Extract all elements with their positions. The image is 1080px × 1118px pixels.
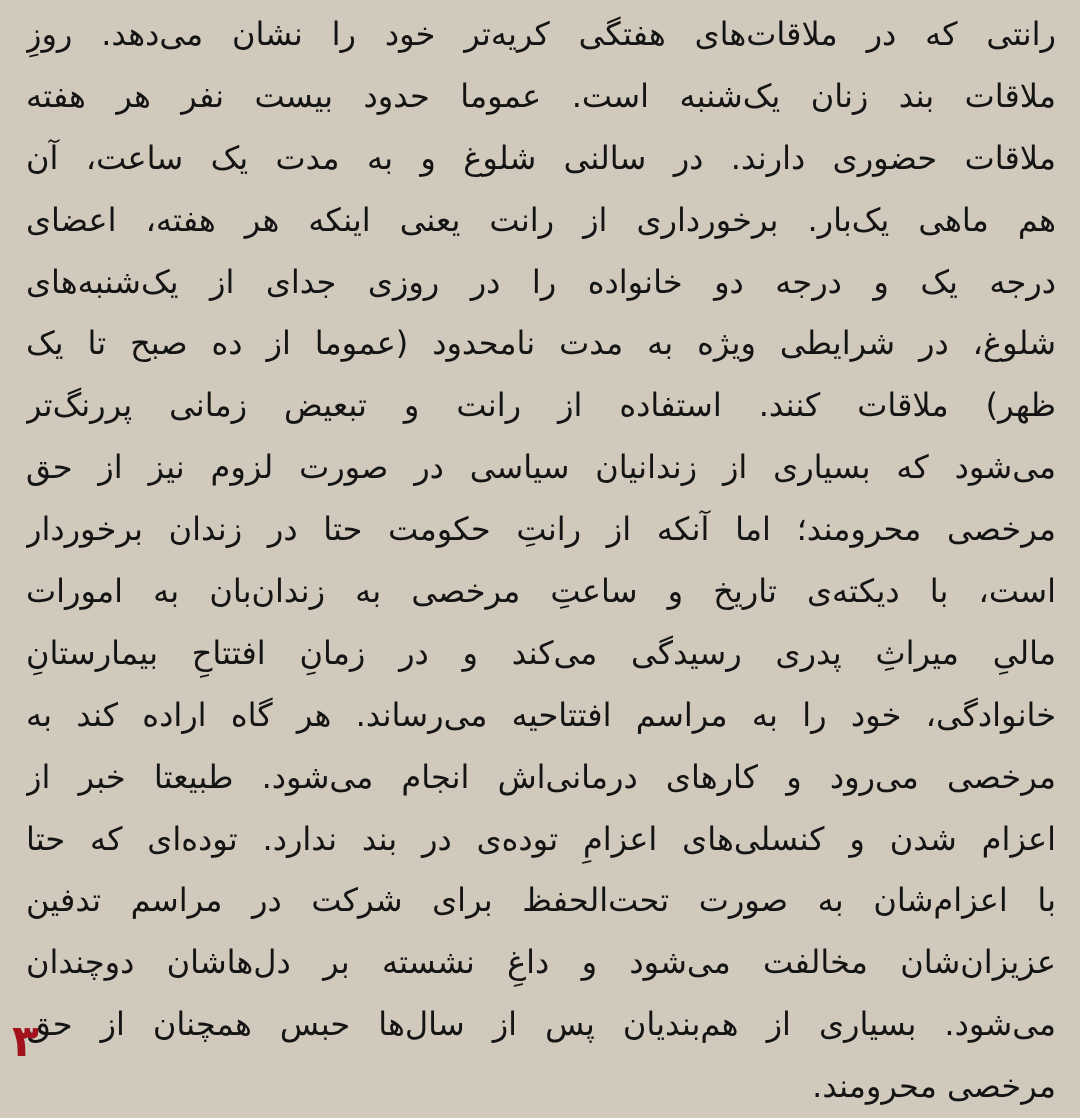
text-line: ظهر) ملاقات کنند. استفاده از رانت و تبعیض زمانی پررنگ‌تر (26, 386, 1056, 425)
text-line: است، با دیکته‌ی تاریخ و ساعتِ مرخصی به زندان‌بان به امورات (26, 572, 1056, 611)
text-line: مرخصی می‌رود و کارهای درمانی‌اش انجام می‌شود. طبیعتا خبر از (26, 757, 1056, 796)
text-line: مرخصی محرومند. (812, 1067, 1056, 1106)
text-line: خانوادگی، خود را به مراسم افتتاحیه می‌رساند. هر گاه اراده کند به (26, 695, 1056, 734)
text-line: با اعزام‌شان به صورت تحت‌الحفظ برای شرکت در مراسم تدفین (26, 881, 1056, 920)
text-line: می‌شود که بسیاری از زندانیان سیاسی در صورت لزوم نیز از حق (26, 448, 1056, 487)
page-number: ۳ (12, 1016, 39, 1067)
text-line: عزیزان‌شان مخالفت می‌شود و داغِ نشسته بر دل‌هاشان دوچندان (26, 943, 1056, 982)
text-line: اعزام شدن و کنسلی‌های اعزامِ توده‌ی در بند ندارد. توده‌ای که حتا (26, 819, 1056, 858)
text-line: مرخصی محرومند؛ اما آنکه از رانتِ حکومت حتا در زندان برخوردار (26, 510, 1056, 549)
text-line: مالیِ میراثِ پدری رسیدگی می‌کند و در زمانِ افتتاحِ بیمارستانِ (26, 633, 1056, 672)
text-line: رانتی که در ملاقات‌های هفتگی کریه‌تر خود را نشان می‌دهد. روزِ (26, 15, 1056, 53)
text-line: شلوغ، در شرایطی ویژه به مدت نامحدود (عموما از ده صبح تا یک (26, 324, 1056, 363)
text-line: هم ماهی یک‌بار. برخورداری از رانت یعنی اینکه هر هفته، اعضای (26, 200, 1056, 239)
text-line: ملاقات بند زنان یک‌شنبه است. عموما حدود بیست نفر هر هفته (26, 76, 1056, 115)
text-line: می‌شود. بسیاری از هم‌بندیان پس از سال‌ها حبس همچنان از حق (26, 1005, 1056, 1044)
text-line: درجه یک و درجه دو خانواده را در روزی جدای از یک‌شنبه‌های (26, 262, 1056, 301)
body-text (26, 4, 1056, 1118)
text-line: ملاقات حضوری دارند. در سالنی شلوغ و به مدت یک ساعت، آن (26, 138, 1056, 177)
